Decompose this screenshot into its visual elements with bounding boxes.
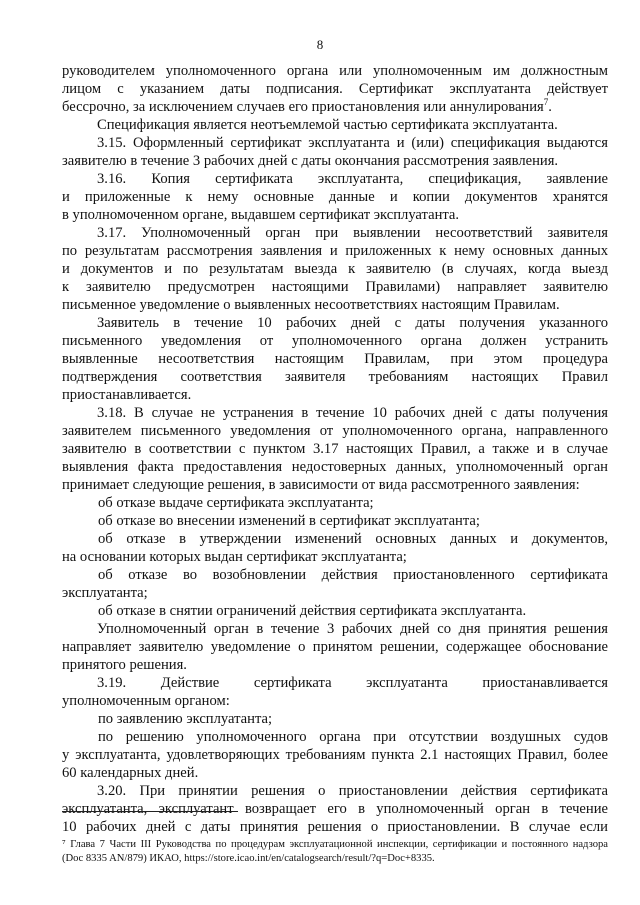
text-line: 3.17. Уполномоченный орган при выявлении несоответствий заявителя xyxy=(97,225,608,241)
text-line: эксплуатанта, эксплуатант возвращает его в уполномоченный орган в течение xyxy=(62,801,608,817)
footnote-separator xyxy=(62,811,238,812)
text-line: 3.16. Копия сертификата эксплуатанта, спецификация, заявление xyxy=(97,171,608,187)
text-line: 3.19. Действие сертификата эксплуатанта приостанавливается xyxy=(97,675,608,691)
text-line: в уполномоченном органе, выдавшем сертификат эксплуатанта. xyxy=(62,207,460,223)
text-line: по заявлению эксплуатанта; xyxy=(98,711,273,727)
text-line: Спецификация является неотъемлемой частью сертификата эксплуатанта. xyxy=(97,117,558,133)
text-line: на основании которых выдан сертификат эксплуатанта; xyxy=(62,549,407,565)
text-line: 3.20. При принятии решения о приостановлении действия сертификата xyxy=(97,783,608,799)
text-line: бессрочно, за исключением случаев его приостановления или аннулирования$^7$. xyxy=(62,97,552,115)
text-line: письменное уведомление о выявленных несоответствиях настоящим Правилам. xyxy=(62,297,560,313)
text-line: направляет заявителю уведомление о принятом решении, содержащее обоснование xyxy=(62,639,608,655)
text-line: Заявитель в течение 10 рабочих дней с даты получения указанного xyxy=(97,315,608,331)
text-line: 3.18. В случае не устранения в течение 10 рабочих дней с даты получения xyxy=(97,405,608,421)
text-line: заявителем письменного уведомления от уполномоченного органа, направленного xyxy=(62,423,608,439)
text-line: принимает следующие решения, в зависимости от вида рассмотренного заявления: xyxy=(62,477,580,493)
text-line: руководителем уполномоченного органа или уполномоченным им должностным xyxy=(62,63,608,79)
text-line: по результатам рассмотрения заявления и приложенных к нему основных данных xyxy=(62,243,608,259)
text-line: об отказе в снятии ограничений действия сертификата эксплуатанта. xyxy=(98,603,527,619)
text-line: и приложенные к нему основные данные и копии документов хранятся xyxy=(62,189,608,205)
text-line: у эксплуатанта, удовлетворяющих требованиям пункта 2.1 настоящих Правил, более xyxy=(62,747,608,763)
text-line: выявления факта предоставления недостоверных данных, уполномоченный орган xyxy=(62,459,608,475)
text-line: письменного уведомления от уполномоченного органа должен устранить xyxy=(62,333,608,349)
text-line: принятого решения. xyxy=(62,657,187,673)
text-line: заявителю в течение 3 рабочих дней с даты окончания рассмотрения заявления. xyxy=(62,153,559,169)
footnote-ref: 7 xyxy=(543,97,549,108)
text-line: уполномоченным органом: xyxy=(62,693,230,709)
text-line: по решению уполномоченного органа при отсутствии воздушных судов xyxy=(98,729,608,745)
text-line: 3.15. Оформленный сертификат эксплуатанта и (или) спецификация выдаются xyxy=(97,135,608,151)
text-line: об отказе во внесении изменений в сертификат эксплуатанта; xyxy=(98,513,480,529)
text-line: и документов и по результатам выезда к заявителю (в случаях, когда выезд xyxy=(62,261,608,277)
text-line: к заявителю предусмотрен настоящими Правилами) направляет заявителю xyxy=(62,279,608,295)
footnote-line-2: (Doc 8335 AN/879) ИКАО, https://store.icao.int/en/catalogsearch/result/?q=Doc+8335. xyxy=(62,853,435,864)
page-number: 8 xyxy=(316,37,324,52)
text-line: приостанавливается. xyxy=(62,387,192,403)
text-line: Уполномоченный орган в течение 3 рабочих дней со дня принятия решения xyxy=(97,621,608,637)
text-line: об отказе во возобновлении действия приостановленного сертификата xyxy=(98,567,608,583)
text-line: 60 календарных дней. xyxy=(62,765,199,781)
text-line: выявленные несоответствия настоящим Правилам, при этом процедура xyxy=(62,351,608,367)
text-line: заявителю в соответствии с пунктом 3.17 настоящих Правил, а также и в случае xyxy=(62,441,608,457)
text-line: подтверждения соответствия заявителя требованиям настоящих Правил xyxy=(62,369,608,385)
footnote-line-1: ⁷ Глава 7 Части III Руководства по процедурам эксплуатационной инспекции, сертификации и постоянного надзора xyxy=(62,839,608,850)
text-line: лицом с указанием даты подписания. Сертификат эксплуатанта действует xyxy=(62,81,608,97)
text-line: об отказе в утверждении изменений основных данных и документов, xyxy=(98,531,608,547)
text-line: эксплуатанта; xyxy=(62,585,148,601)
text-line: 10 рабочих дней с даты принятия решения о приостановлении. В случае если xyxy=(62,819,608,835)
text-line: об отказе выдаче сертификата эксплуатанта; xyxy=(98,495,374,511)
